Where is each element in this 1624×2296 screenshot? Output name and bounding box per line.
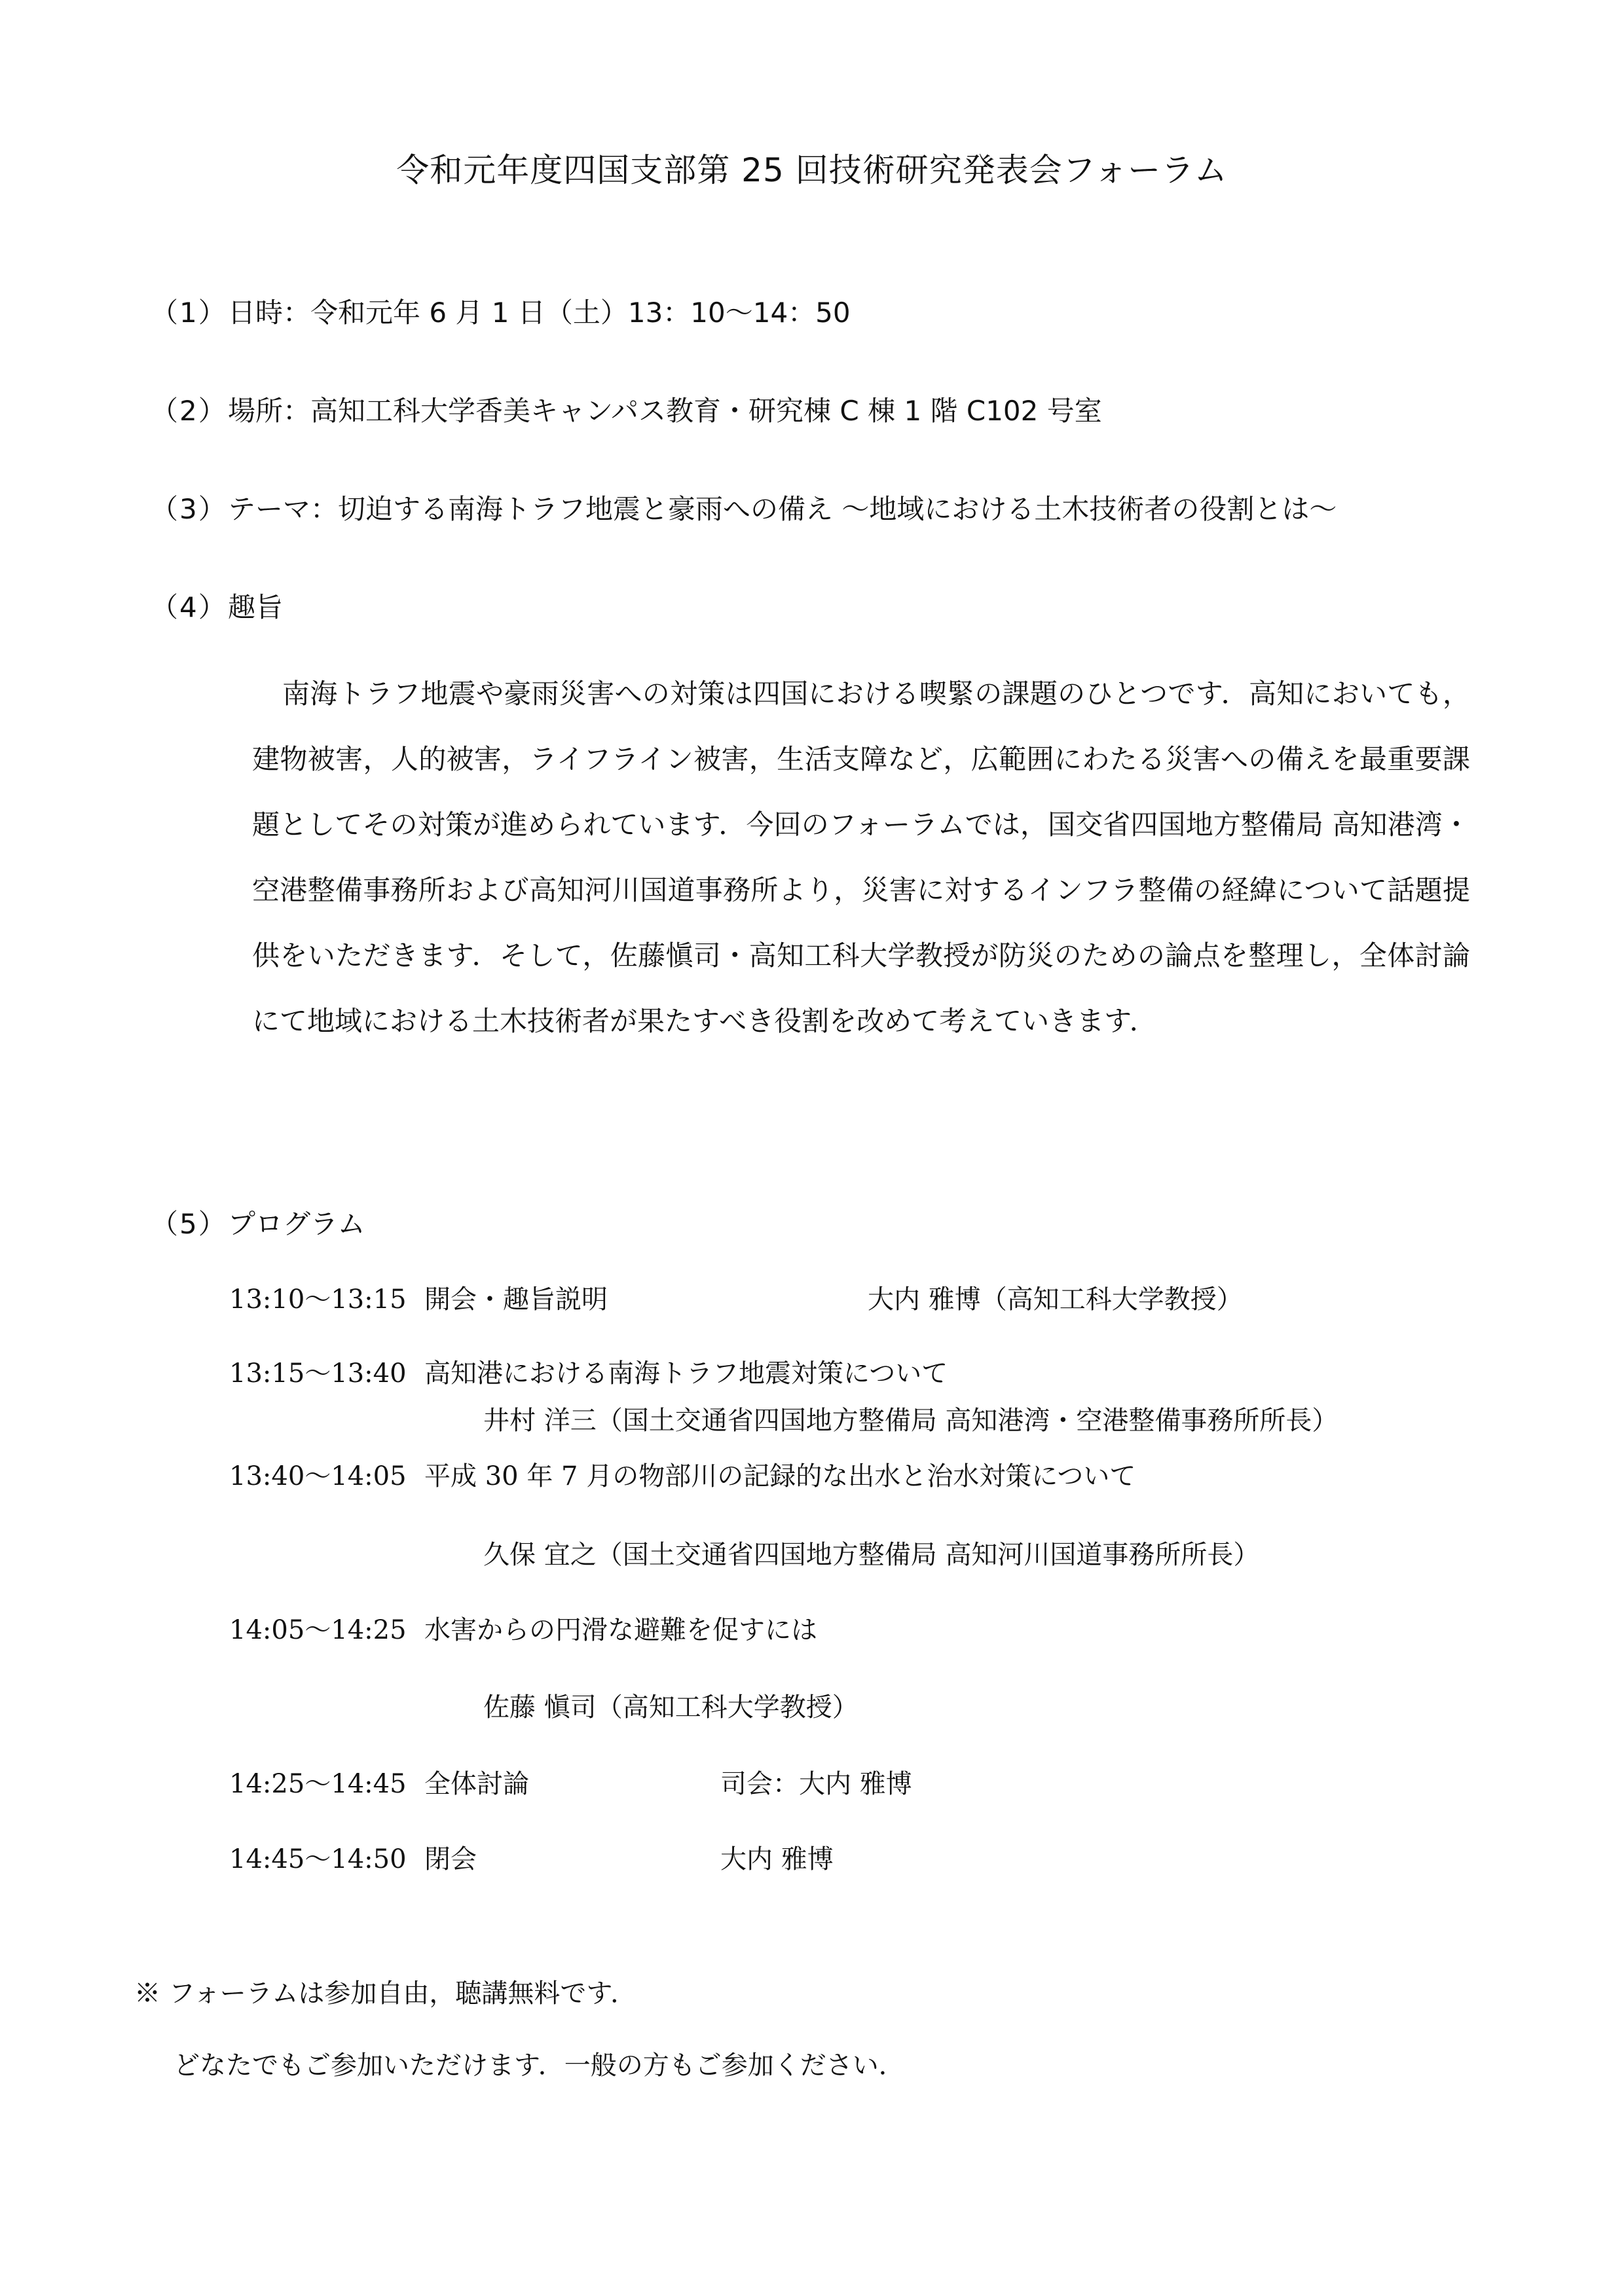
program-title: 高知港における南海トラフ地震対策について bbox=[424, 1358, 948, 1389]
section-number: （1） bbox=[151, 297, 227, 329]
program-speaker: 佐藤 愼司（高知工科大学教授） bbox=[483, 1692, 858, 1722]
program-speaker: 大内 雅博 bbox=[720, 1844, 834, 1874]
section-program bbox=[151, 1205, 365, 1244]
program-speaker: 司会：大内 雅博 bbox=[720, 1769, 912, 1799]
program-time: 13:40〜14:05 bbox=[229, 1461, 407, 1491]
program-time: 14:25〜14:45 bbox=[229, 1769, 407, 1799]
program-title: 閉会 bbox=[424, 1844, 477, 1874]
section-place bbox=[151, 392, 1102, 431]
section-number: （2） bbox=[151, 395, 227, 427]
program-time: 13:10〜13:15 bbox=[229, 1285, 407, 1315]
program-title: 水害からの円滑な避難を促すには bbox=[424, 1615, 817, 1645]
note-line-2: どなたでもご参加いただけます．一般の方もご参加ください． bbox=[174, 2050, 905, 2081]
program-speaker: 久保 宜之（国土交通省四国地方整備局 高知河川国道事務所所長） bbox=[483, 1540, 1260, 1570]
theme-text: テーマ：切迫する南海トラフ地震と豪雨への備え 〜地域における土木技術者の役割とは〜 bbox=[228, 493, 1337, 525]
section-datetime bbox=[151, 293, 851, 333]
document-title: 令和元年度四国支部第 25 回技術研究発表会フォーラム bbox=[396, 151, 1228, 189]
section-theme bbox=[151, 490, 1337, 529]
datetime-text: 日時：令和元年 6 月 1 日（土）13：10〜14：50 bbox=[228, 297, 851, 329]
program-heading: プログラム bbox=[228, 1208, 365, 1240]
program-title: 全体討論 bbox=[424, 1769, 529, 1799]
section-number: （4） bbox=[151, 591, 227, 623]
program-time: 14:05〜14:25 bbox=[229, 1615, 407, 1645]
program-title: 平成 30 年 7 月の物部川の記録的な出水と治水対策について bbox=[424, 1461, 1136, 1491]
note-line-1: ※ フォーラムは参加自由，聴講無料です． bbox=[134, 1978, 637, 2009]
program-speaker: 大内 雅博（高知工科大学教授） bbox=[868, 1285, 1243, 1315]
place-text: 場所：高知工科大学香美キャンパス教育・研究棟 C 棟 1 階 C102 号室 bbox=[228, 395, 1102, 427]
program-time: 14:45〜14:50 bbox=[229, 1844, 407, 1874]
purpose-heading: 趣旨 bbox=[228, 591, 284, 623]
program-speaker: 井村 洋三（国土交通省四国地方整備局 高知港湾・空港整備事務所所長） bbox=[483, 1406, 1338, 1436]
program-time: 13:15〜13:40 bbox=[229, 1358, 407, 1389]
section-number: （5） bbox=[151, 1208, 227, 1240]
section-number: （3） bbox=[151, 493, 227, 525]
purpose-paragraph: 南海トラフ地震や豪雨災害への対策は四国における喫緊の課題のひとつです．高知においても，建物被害，人的被害，ライフライン被害，生活支障など，広範囲にわたる災害への備えを最重要課題としてその対策が進められています．今回のフォーラムでは，国交省四国地方整備局 高知港湾・空港整備事務所および高知河川国道事務所より，災害に対するインフラ整備の経緯について話題提供をいただきます．そして，佐藤愼司・高知工科大学教授が防災のための論点を整理し，全体討論にて地域における土木技術者が果たすべき役割を改めて考えていきます． bbox=[252, 678, 1470, 1037]
section-purpose bbox=[151, 588, 283, 627]
program-title: 開会・趣旨説明 bbox=[424, 1285, 608, 1315]
